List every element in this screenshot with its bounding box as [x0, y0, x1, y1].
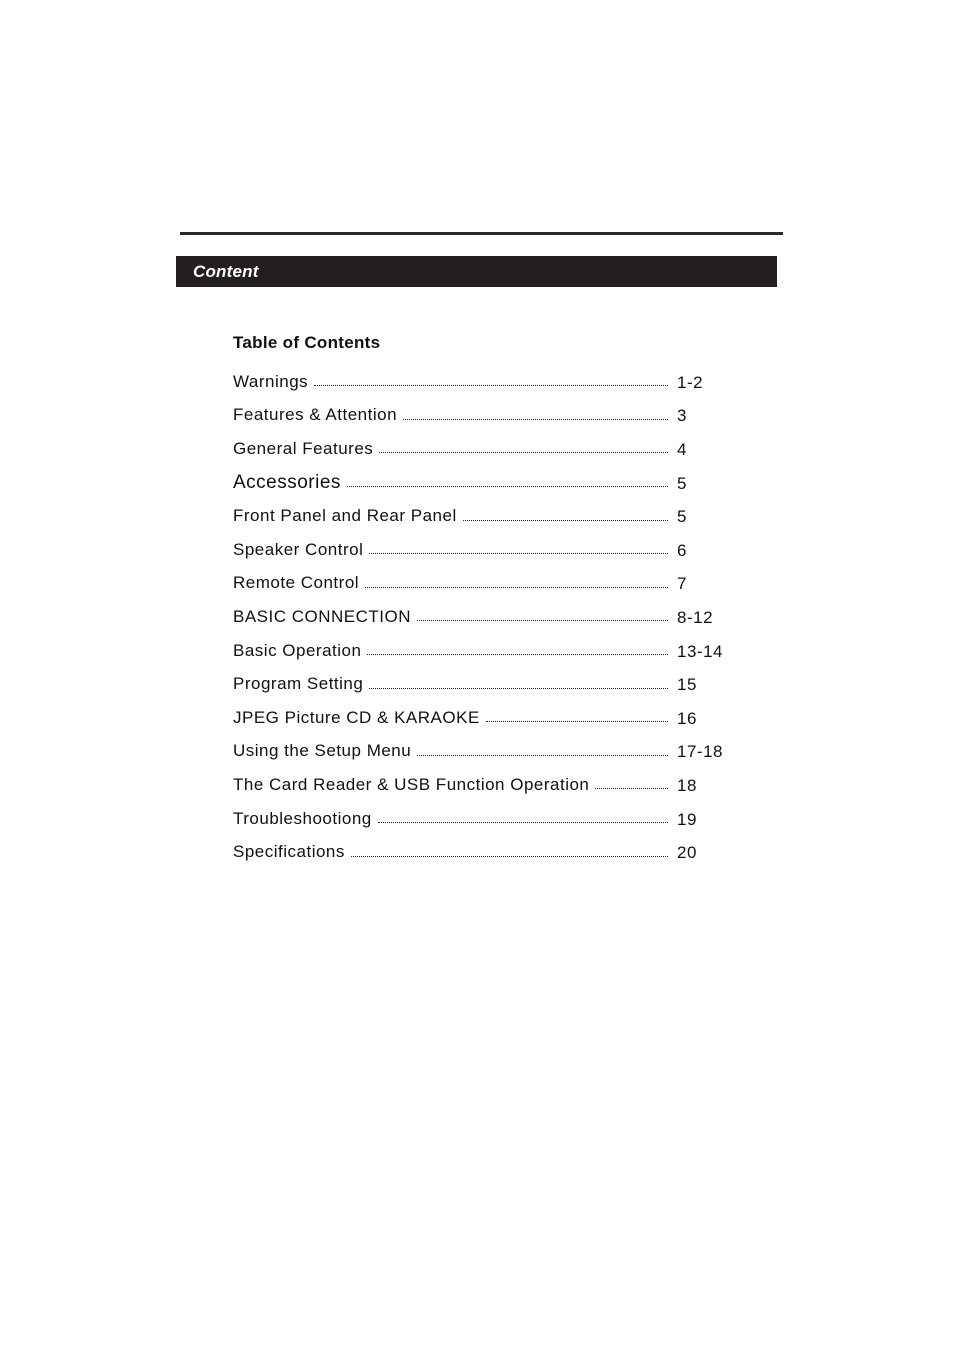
section-header-bar [176, 256, 777, 287]
dot-leader [379, 452, 668, 453]
toc-entry-warnings[interactable] [233, 365, 733, 399]
toc-entry-title: General Features [233, 438, 374, 458]
toc-entry-troubleshooting[interactable] [233, 802, 733, 836]
dot-leader [417, 620, 668, 621]
section-title: Content [193, 261, 259, 281]
toc-entry-specifications[interactable] [233, 835, 733, 869]
dot-leader [351, 856, 668, 857]
toc-entry-page: 20 [677, 843, 697, 863]
toc-entry-card-reader-usb[interactable] [233, 768, 733, 802]
toc-entry-page: 15 [677, 675, 697, 695]
toc-entry-title: Specifications [233, 842, 345, 862]
toc-entry-page: 3 [677, 406, 687, 426]
toc-entry-general-features[interactable] [233, 432, 733, 466]
toc-heading: Table of Contents [233, 333, 381, 352]
toc-entry-page: 19 [677, 809, 697, 829]
toc-entry-title: Accessories [233, 471, 341, 493]
dot-leader [463, 520, 668, 521]
toc-entry-features-attention[interactable] [233, 399, 733, 433]
toc-entry-program-setting[interactable] [233, 667, 733, 701]
dot-leader [378, 822, 668, 823]
toc-entry-page: 1-2 [677, 372, 704, 392]
toc-entry-title: Using the Setup Menu [233, 741, 412, 761]
dot-leader [347, 486, 668, 487]
dot-leader [486, 721, 668, 722]
toc-entry-basic-operation[interactable] [233, 634, 733, 668]
toc-entry-page: 18 [677, 776, 697, 796]
toc-entry-jpeg-karaoke[interactable] [233, 701, 733, 735]
toc-entry-accessories[interactable] [233, 466, 733, 500]
toc-entry-title: Basic Operation [233, 640, 362, 660]
dot-leader [403, 419, 668, 420]
toc-entry-title: BASIC CONNECTION [233, 606, 412, 626]
toc-entry-title: Remote Control [233, 573, 360, 593]
dot-leader [369, 688, 668, 689]
toc-entry-page: 5 [677, 473, 687, 493]
toc-entry-page: 5 [677, 507, 687, 527]
dot-leader [369, 553, 668, 554]
toc-entry-title: Features & Attention [233, 405, 398, 425]
toc-entry-page: 8-12 [677, 608, 714, 628]
toc-entry-title: Program Setting [233, 674, 364, 694]
toc-entry-basic-connection[interactable] [233, 600, 733, 634]
dot-leader [314, 385, 668, 386]
toc-entry-title: Troubleshootiong [233, 808, 372, 828]
toc-entry-page: 17-18 [677, 742, 723, 762]
toc-list [233, 365, 733, 869]
dot-leader [417, 755, 668, 756]
toc-entry-title: Front Panel and Rear Panel [233, 506, 457, 526]
toc-entry-page: 13-14 [677, 641, 723, 661]
toc-entry-title: JPEG Picture CD & KARAOKE [233, 707, 480, 727]
toc-entry-front-rear-panel[interactable] [233, 499, 733, 533]
toc-entry-page: 6 [677, 540, 687, 560]
toc-entry-setup-menu[interactable] [233, 735, 733, 769]
toc-entry-page: 7 [677, 574, 687, 594]
toc-entry-title: Speaker Control [233, 539, 364, 559]
dot-leader [595, 788, 668, 789]
dot-leader [365, 587, 668, 588]
toc-entry-page: 4 [677, 440, 687, 460]
toc-entry-title: The Card Reader & USB Function Operation [233, 774, 590, 794]
header-rule [180, 232, 783, 235]
toc-entry-title: Warnings [233, 371, 309, 391]
dot-leader [367, 654, 668, 655]
toc-entry-remote-control[interactable] [233, 567, 733, 601]
toc-entry-speaker-control[interactable] [233, 533, 733, 567]
toc-entry-page: 16 [677, 708, 697, 728]
